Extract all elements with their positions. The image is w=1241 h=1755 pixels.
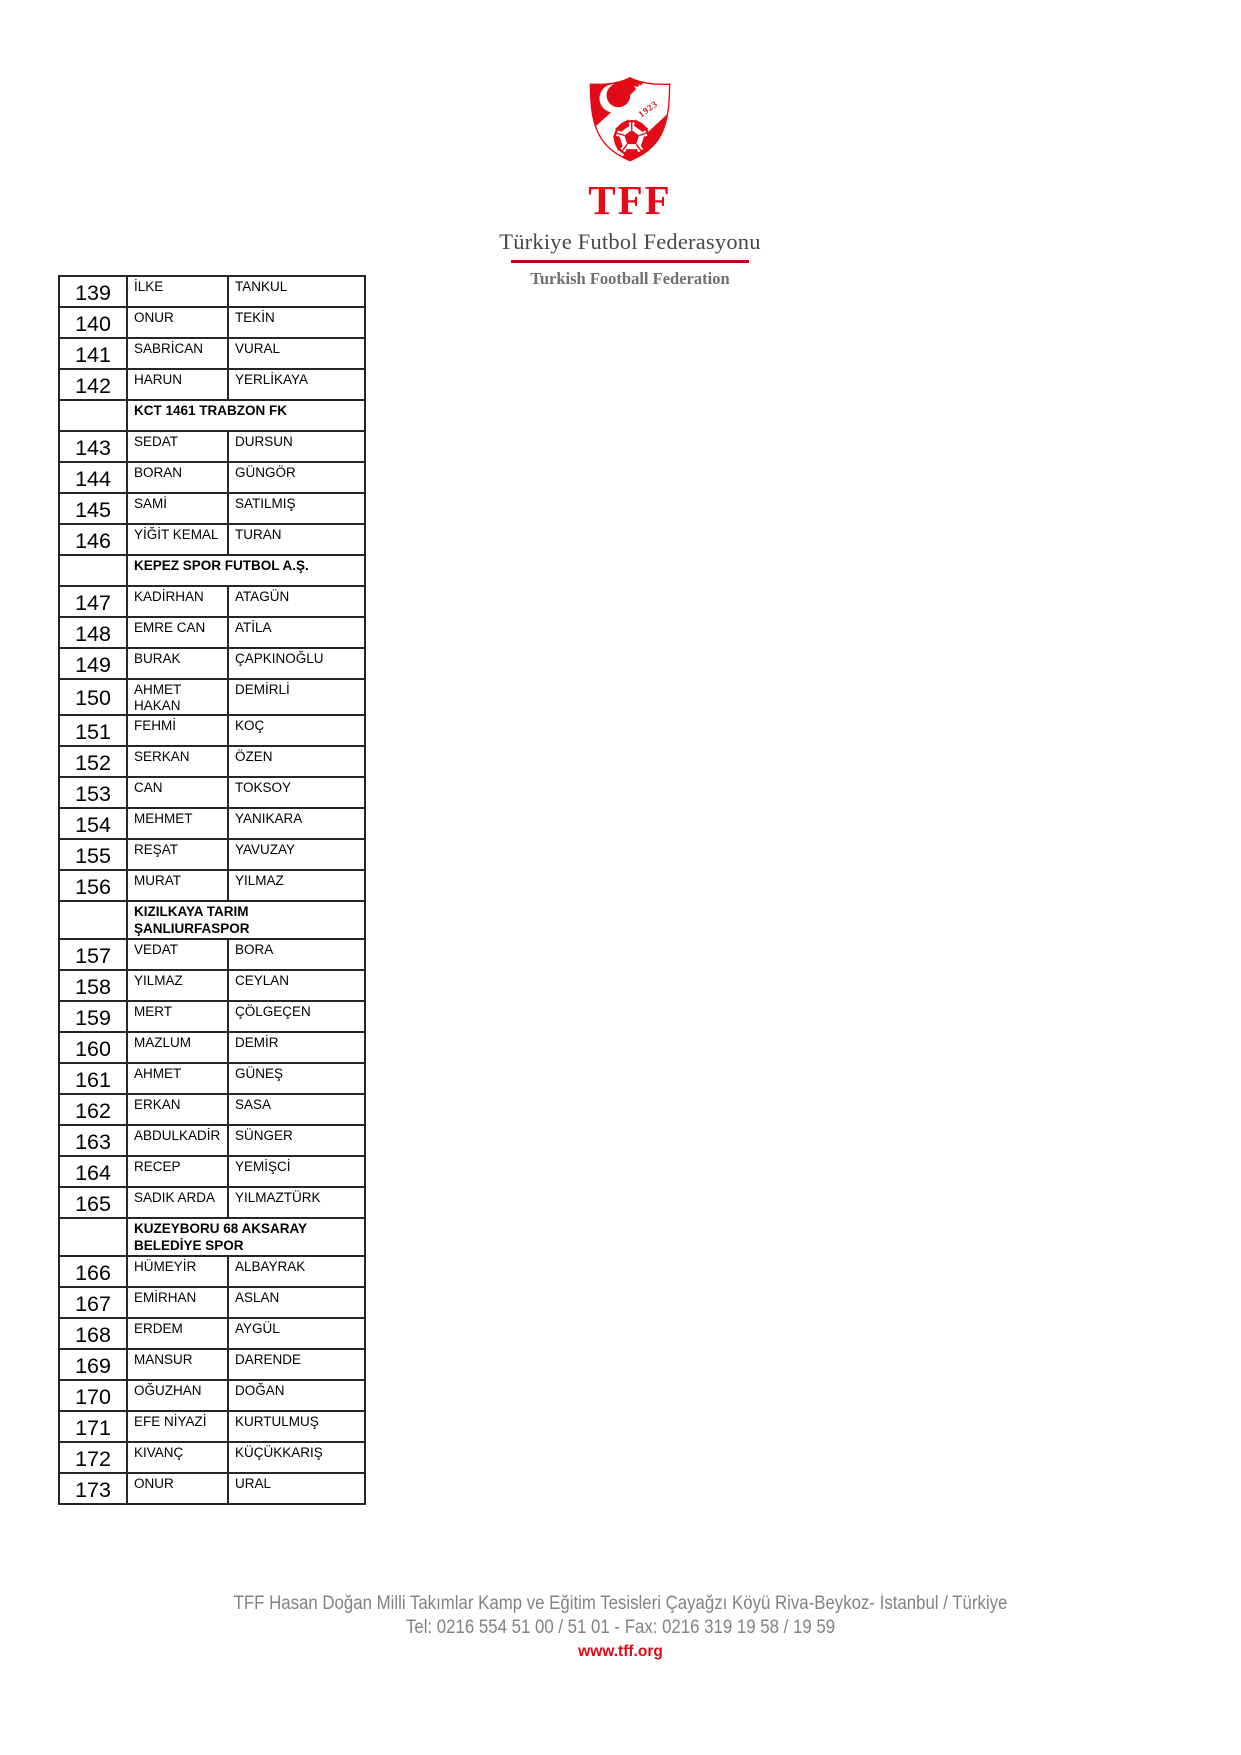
logo-title-turkish: Türkiye Futbol Federasyonu	[499, 229, 761, 254]
player-last-name: ÇAPKINOĞLU	[228, 648, 365, 679]
player-last-name: AYGÜL	[228, 1318, 365, 1349]
player-number: 163	[59, 1125, 127, 1156]
player-last-name: CEYLAN	[228, 970, 365, 1001]
player-row	[59, 586, 365, 617]
player-last-name: TEKİN	[228, 307, 365, 338]
player-last-name: ASLAN	[228, 1287, 365, 1318]
player-row	[59, 1411, 365, 1442]
club-header-row	[59, 555, 365, 586]
player-last-name: YEMİŞCİ	[228, 1156, 365, 1187]
player-row	[59, 1380, 365, 1411]
player-number: 154	[59, 808, 127, 839]
player-last-name: YAVUZAY	[228, 839, 365, 870]
player-last-name: ÖZEN	[228, 746, 365, 777]
player-first-name: EMRE CAN	[127, 617, 228, 648]
player-first-name: KADİRHAN	[127, 586, 228, 617]
player-last-name: DURSUN	[228, 431, 365, 462]
page-footer	[0, 1592, 1241, 1661]
player-first-name: AHMET HAKAN	[127, 679, 228, 715]
player-number: 143	[59, 431, 127, 462]
player-number: 162	[59, 1094, 127, 1125]
player-first-name: İLKE	[127, 276, 228, 307]
player-last-name: ALBAYRAK	[228, 1256, 365, 1287]
roster-table-body	[59, 276, 365, 1504]
player-row	[59, 777, 365, 808]
player-first-name: YILMAZ	[127, 970, 228, 1001]
player-last-name: DEMİRLİ	[228, 679, 365, 715]
player-roster-table	[58, 275, 366, 1505]
player-number: 173	[59, 1473, 127, 1504]
player-number: 139	[59, 276, 127, 307]
player-row	[59, 715, 365, 746]
player-number: 141	[59, 338, 127, 369]
footer-phone-fax: Tel: 0216 554 51 00 / 51 01 - Fax: 0216 319 19 58 / 19 59	[405, 1616, 836, 1638]
player-number: 149	[59, 648, 127, 679]
player-row	[59, 1442, 365, 1473]
player-last-name: DARENDE	[228, 1349, 365, 1380]
footer-website-link: www.tff.org	[578, 1643, 663, 1660]
player-number: 146	[59, 524, 127, 555]
player-number: 148	[59, 617, 127, 648]
player-first-name: HÜMEYİR	[127, 1256, 228, 1287]
player-last-name: DEMİR	[228, 1032, 365, 1063]
player-row	[59, 1156, 365, 1187]
empty-number-cell	[59, 1218, 127, 1256]
player-row	[59, 970, 365, 1001]
player-first-name: MANSUR	[127, 1349, 228, 1380]
player-first-name: HARUN	[127, 369, 228, 400]
player-row	[59, 648, 365, 679]
player-row	[59, 1094, 365, 1125]
empty-number-cell	[59, 555, 127, 586]
player-row	[59, 808, 365, 839]
player-last-name: ATİLA	[228, 617, 365, 648]
player-first-name: EFE NİYAZİ	[127, 1411, 228, 1442]
player-first-name: FEHMİ	[127, 715, 228, 746]
player-last-name: YANIKARA	[228, 808, 365, 839]
player-number: 171	[59, 1411, 127, 1442]
player-last-name: DOĞAN	[228, 1380, 365, 1411]
player-last-name: GÜNGÖR	[228, 462, 365, 493]
player-row	[59, 462, 365, 493]
player-last-name: TURAN	[228, 524, 365, 555]
player-first-name: SEDAT	[127, 431, 228, 462]
player-number: 167	[59, 1287, 127, 1318]
player-row	[59, 939, 365, 970]
player-number: 151	[59, 715, 127, 746]
player-number: 155	[59, 839, 127, 870]
player-row	[59, 1287, 365, 1318]
player-first-name: MEHMET	[127, 808, 228, 839]
footer-address: TFF Hasan Doğan Milli Takımlar Kamp ve Eğitim Tesisleri Çayağzı Köyü Riva-Beykoz- İstanbul / Türkiye	[233, 1593, 1008, 1614]
player-first-name: SAMİ	[127, 493, 228, 524]
player-row	[59, 1256, 365, 1287]
player-first-name: ONUR	[127, 1473, 228, 1504]
tff-logo-block	[495, 76, 765, 289]
player-first-name: MURAT	[127, 870, 228, 901]
player-number: 157	[59, 939, 127, 970]
player-row	[59, 1063, 365, 1094]
player-row	[59, 1125, 365, 1156]
player-number: 161	[59, 1063, 127, 1094]
player-number: 170	[59, 1380, 127, 1411]
player-row	[59, 679, 365, 715]
player-row	[59, 1001, 365, 1032]
player-last-name: URAL	[228, 1473, 365, 1504]
player-row	[59, 1349, 365, 1380]
player-row	[59, 839, 365, 870]
player-last-name: KOÇ	[228, 715, 365, 746]
player-last-name: GÜNEŞ	[228, 1063, 365, 1094]
player-last-name: ATAGÜN	[228, 586, 365, 617]
player-row	[59, 870, 365, 901]
player-row	[59, 493, 365, 524]
player-number: 144	[59, 462, 127, 493]
club-header-row	[59, 901, 365, 939]
player-row	[59, 1318, 365, 1349]
player-last-name: BORA	[228, 939, 365, 970]
player-first-name: AHMET	[127, 1063, 228, 1094]
player-last-name: TANKUL	[228, 276, 365, 307]
player-row	[59, 1032, 365, 1063]
player-last-name: YILMAZ	[228, 870, 365, 901]
player-number: 160	[59, 1032, 127, 1063]
tff-shield-logo-icon	[587, 76, 673, 162]
player-number: 158	[59, 970, 127, 1001]
player-number: 150	[59, 679, 127, 715]
empty-number-cell	[59, 901, 127, 939]
empty-number-cell	[59, 400, 127, 431]
player-row	[59, 746, 365, 777]
player-row	[59, 276, 365, 307]
player-first-name: VEDAT	[127, 939, 228, 970]
player-number: 169	[59, 1349, 127, 1380]
club-name: KCT 1461 TRABZON FK	[127, 400, 365, 431]
player-first-name: EMİRHAN	[127, 1287, 228, 1318]
player-number: 166	[59, 1256, 127, 1287]
player-number: 156	[59, 870, 127, 901]
player-last-name: SATILMIŞ	[228, 493, 365, 524]
player-number: 140	[59, 307, 127, 338]
player-row	[59, 307, 365, 338]
player-number: 164	[59, 1156, 127, 1187]
player-first-name: RECEP	[127, 1156, 228, 1187]
player-number: 172	[59, 1442, 127, 1473]
club-name: KUZEYBORU 68 AKSARAY BELEDİYE SPOR	[127, 1218, 365, 1256]
club-name: KEPEZ SPOR FUTBOL A.Ş.	[127, 555, 365, 586]
player-number: 147	[59, 586, 127, 617]
player-row	[59, 431, 365, 462]
player-number: 142	[59, 369, 127, 400]
player-last-name: YILMAZTÜRK	[228, 1187, 365, 1218]
player-number: 145	[59, 493, 127, 524]
logo-year-text: 1923	[636, 98, 660, 120]
logo-title-english: Turkish Football Federation	[530, 268, 730, 288]
player-row	[59, 617, 365, 648]
player-last-name: SÜNGER	[228, 1125, 365, 1156]
player-row	[59, 369, 365, 400]
logo-tff-text: TFF	[588, 177, 672, 223]
player-first-name: ERKAN	[127, 1094, 228, 1125]
player-last-name: KURTULMUŞ	[228, 1411, 365, 1442]
player-first-name: ERDEM	[127, 1318, 228, 1349]
player-first-name: KIVANÇ	[127, 1442, 228, 1473]
player-first-name: BORAN	[127, 462, 228, 493]
club-name: KIZILKAYA TARIM ŞANLIURFASPOR	[127, 901, 365, 939]
player-first-name: SABRİCAN	[127, 338, 228, 369]
player-first-name: YİĞİT KEMAL	[127, 524, 228, 555]
club-header-row	[59, 400, 365, 431]
player-row	[59, 524, 365, 555]
player-last-name: YERLİKAYA	[228, 369, 365, 400]
club-header-row	[59, 1218, 365, 1256]
player-number: 159	[59, 1001, 127, 1032]
player-first-name: MAZLUM	[127, 1032, 228, 1063]
player-row	[59, 1473, 365, 1504]
player-last-name: ÇÖLGEÇEN	[228, 1001, 365, 1032]
player-first-name: CAN	[127, 777, 228, 808]
player-last-name: SASA	[228, 1094, 365, 1125]
player-number: 165	[59, 1187, 127, 1218]
player-first-name: BURAK	[127, 648, 228, 679]
player-first-name: SERKAN	[127, 746, 228, 777]
player-first-name: ABDULKADİR	[127, 1125, 228, 1156]
player-number: 168	[59, 1318, 127, 1349]
player-last-name: TOKSOY	[228, 777, 365, 808]
player-first-name: ONUR	[127, 307, 228, 338]
logo-red-rule	[511, 260, 749, 263]
player-row	[59, 338, 365, 369]
player-first-name: MERT	[127, 1001, 228, 1032]
player-first-name: OĞUZHAN	[127, 1380, 228, 1411]
player-row	[59, 1187, 365, 1218]
player-number: 153	[59, 777, 127, 808]
player-first-name: SADIK ARDA	[127, 1187, 228, 1218]
player-last-name: VURAL	[228, 338, 365, 369]
player-number: 152	[59, 746, 127, 777]
player-first-name: REŞAT	[127, 839, 228, 870]
player-last-name: KÜÇÜKKARIŞ	[228, 1442, 365, 1473]
